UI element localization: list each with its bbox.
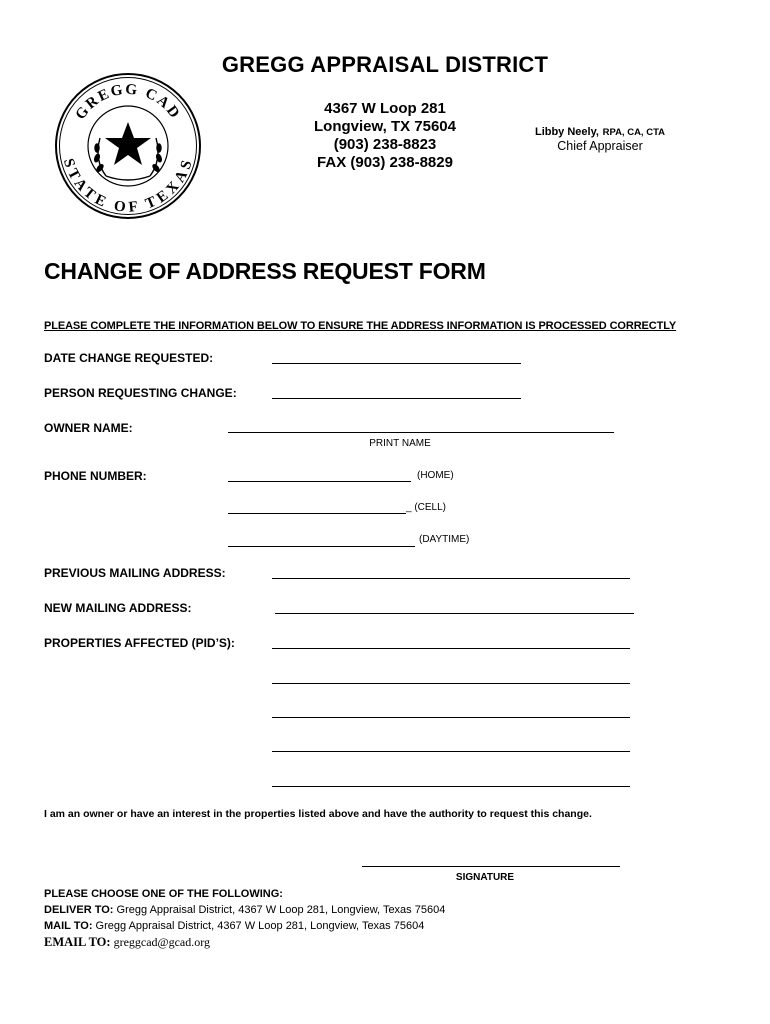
gregg-cad-seal: [54, 72, 202, 220]
signature-label: SIGNATURE: [455, 872, 515, 883]
address-line-1: 4367 W Loop 281: [324, 100, 446, 117]
signature-field[interactable]: [362, 866, 620, 867]
date-change-label: DATE CHANGE REQUESTED:: [44, 351, 214, 365]
pid-field-1[interactable]: [272, 648, 630, 649]
phone-daytime-field[interactable]: [228, 546, 415, 547]
mail-to-value: Gregg Appraisal District, 4367 W Loop 281, Longview, Texas 75604: [95, 920, 425, 932]
phone-number-label: PHONE NUMBER:: [44, 469, 147, 483]
form-instructions: PLEASE COMPLETE THE INFORMATION BELOW TO ENSURE THE ADDRESS INFORMATION IS PROCESSED CORRECTLY: [44, 320, 677, 332]
form-title: CHANGE OF ADDRESS REQUEST FORM: [44, 258, 486, 284]
pid-field-5[interactable]: [272, 786, 630, 787]
seal-text-bottom: STATE OF TEXAS: [59, 156, 197, 216]
deliver-to-label: DELIVER TO:: [44, 904, 114, 916]
previous-address-label: PREVIOUS MAILING ADDRESS:: [44, 566, 226, 580]
district-title: GREGG APPRAISAL DISTRICT: [221, 52, 549, 77]
person-requesting-label: PERSON REQUESTING CHANGE:: [44, 386, 237, 400]
date-change-field[interactable]: [272, 363, 521, 364]
fax-number-text: FAX (903) 238-8829: [317, 154, 453, 171]
seal-text-top: GREGG CAD: [72, 81, 184, 123]
appraiser-name: Libby Neely,: [534, 126, 599, 138]
address-line-2: Longview, TX 75604: [314, 118, 456, 135]
pid-field-3[interactable]: [272, 717, 630, 718]
owner-name-field[interactable]: [228, 432, 614, 433]
email-to-label: EMAIL TO:: [44, 935, 111, 949]
properties-affected-label: PROPERTIES AFFECTED (PID’S):: [44, 636, 235, 650]
district-address: [270, 100, 500, 172]
email-address-link[interactable]: greggcad@gcad.org: [113, 935, 211, 949]
owner-name-label: OWNER NAME:: [44, 421, 133, 435]
phone-home-field[interactable]: [228, 481, 411, 482]
phone-daytime-caption: (DAYTIME): [419, 534, 470, 545]
phone-cell-field[interactable]: [228, 513, 406, 514]
appraiser-title: Chief Appraiser: [557, 139, 643, 153]
phone-number-text: (903) 238-8823: [333, 136, 437, 153]
authority-statement: I am an owner or have an interest in the properties listed above and have the authority to request this change.: [44, 808, 592, 820]
appraiser-credentials: RPA, CA, CTA: [602, 127, 666, 138]
chief-appraiser-block: [510, 123, 690, 153]
pid-field-2[interactable]: [272, 683, 630, 684]
mail-to-label: MAIL TO:: [44, 920, 93, 932]
print-name-caption: PRINT NAME: [369, 438, 431, 449]
delivery-heading: PLEASE CHOOSE ONE OF THE FOLLOWING:: [44, 888, 283, 900]
star-icon: [105, 122, 151, 165]
phone-home-caption: (HOME): [417, 470, 454, 481]
pid-field-4[interactable]: [272, 751, 630, 752]
new-address-field[interactable]: [275, 613, 634, 614]
svg-text:GREGG CAD: [73, 82, 184, 123]
person-requesting-field[interactable]: [272, 398, 521, 399]
deliver-to-value: Gregg Appraisal District, 4367 W Loop 281, Longview, Texas 75604: [116, 904, 446, 916]
phone-cell-caption: _ (CELL): [406, 502, 447, 513]
previous-address-field[interactable]: [272, 578, 630, 579]
delivery-options: [44, 886, 445, 950]
new-address-label: NEW MAILING ADDRESS:: [44, 601, 192, 615]
